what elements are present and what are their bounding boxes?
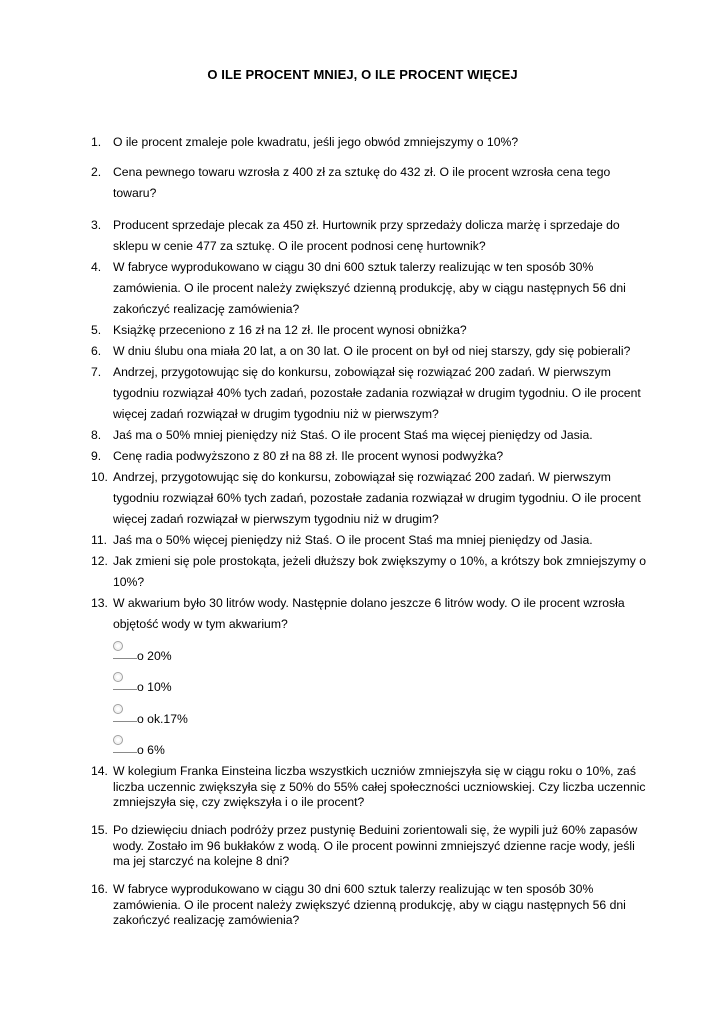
question-text: W dniu ślubu ona miała 20 lat, a on 30 lat. O ile procent on był od niej starszy, gdy się pobierali? — [113, 344, 631, 358]
question-16 — [91, 882, 651, 929]
question-text: Andrzej, przygotowując się do konkursu, zobowiązał się rozwiązać 200 zadań. W pierwszym tygodniu rozwiązał 60% tych zadań, pozostałe zadania rozwiązał w drugim tygodniu. O ile procent więcej zadań rozwiązał w pierwszym tygodniu niż w drugim? — [113, 470, 641, 526]
question-text: O ile procent zmaleje pole kwadratu, jeśli jego obwód zmniejszymy o 10%? — [113, 135, 519, 149]
answer-option-1[interactable] — [113, 641, 313, 663]
question-1 — [91, 132, 651, 153]
answer-option-3[interactable] — [113, 704, 313, 726]
question-8 — [91, 425, 651, 446]
option-label: o 10% — [137, 680, 172, 694]
answer-option-2[interactable] — [113, 672, 313, 694]
question-text: Książkę przeceniono z 16 zł na 12 zł. Ile procent wynosi obniżka? — [113, 323, 467, 337]
question-text: W fabryce wyprodukowano w ciągu 30 dni 600 sztuk talerzy realizując w ten sposób 30% zamówienia. O ile procent należy zwiększyć dzienną produkcję, aby w ciągu następnych 56 dni zakończyć realizację zamówienia? — [113, 882, 626, 927]
question-text: W fabryce wyprodukowano w ciągu 30 dni 600 sztuk talerzy realizując w ten sposób 30% zamówienia. O ile procent należy zwiększyć dzienną produkcję, aby w ciągu następnych 56 dni zakończyć realizację zamówienia? — [113, 260, 626, 316]
question-15 — [91, 823, 651, 870]
question-3 — [91, 215, 651, 257]
question-text: Cenę radia podwyższono z 80 zł na 88 zł. Ile procent wynosi podwyżka? — [113, 449, 504, 463]
question-11 — [91, 530, 651, 551]
question-number: 9. — [91, 449, 102, 463]
option-label: o ok.17% — [137, 712, 188, 726]
question-number: 2. — [91, 165, 102, 179]
page-title: O ILE PROCENT MNIEJ, O ILE PROCENT WIĘCEJ — [207, 67, 518, 82]
question-text: Jaś ma o 50% mniej pieniędzy niż Staś. O ile procent Staś ma więcej pieniędzy od Jasia. — [113, 428, 593, 442]
question-6 — [91, 341, 651, 362]
question-2 — [91, 162, 651, 204]
question-number: 6. — [91, 344, 102, 358]
question-number: 11. — [91, 533, 108, 547]
question-9 — [91, 446, 651, 467]
question-number: 5. — [91, 323, 102, 337]
question-number: 4. — [91, 260, 102, 274]
question-number: 8. — [91, 428, 102, 442]
answer-line — [113, 658, 137, 659]
radio-button[interactable] — [113, 735, 123, 745]
question-12 — [91, 551, 651, 593]
question-text: Cena pewnego towaru wzrosła z 400 zł za sztukę do 432 zł. O ile procent wzrosła cena tego towaru? — [113, 165, 611, 200]
radio-button[interactable] — [113, 704, 123, 714]
question-number: 3. — [91, 218, 102, 232]
question-number: 7. — [91, 365, 102, 379]
question-number: 16. — [91, 882, 108, 896]
option-label: o 6% — [137, 743, 165, 757]
question-text: Andrzej, przygotowując się do konkursu, zobowiązał się rozwiązać 200 zadań. W pierwszym tygodniu rozwiązał 40% tych zadań, pozostałe zadania rozwiązał w drugim tygodniu. O ile procent więcej zadań rozwiązał w drugim tygodniu niż w pierwszym? — [113, 365, 641, 421]
question-text: Po dziewięciu dniach podróży przez pustynię Beduini zorientowali się, że wypili już 60% zapasów wody. Zostało im 96 bukłaków z wodą. O ile procent powinni zmniejszyć dzienne racje wody, jeśli ma jej starczyć na kolejne 8 dni? — [113, 823, 638, 868]
question-number: 13. — [91, 596, 108, 610]
question-10 — [91, 467, 651, 530]
question-7 — [91, 362, 651, 425]
radio-button[interactable] — [113, 672, 123, 682]
answer-line — [113, 752, 137, 753]
radio-button[interactable] — [113, 641, 123, 651]
question-number: 12. — [91, 554, 108, 568]
question-number: 14. — [91, 764, 108, 778]
answer-line — [113, 689, 137, 690]
answer-line — [113, 721, 137, 722]
question-5 — [91, 320, 651, 341]
answer-option-4[interactable] — [113, 735, 313, 757]
question-text: Jaś ma o 50% więcej pieniędzy niż Staś. O ile procent Staś ma mniej pieniędzy od Jasia. — [113, 533, 593, 547]
question-4 — [91, 257, 651, 320]
question-text: Producent sprzedaje plecak za 450 zł. Hurtownik przy sprzedaży dolicza marżę i sprzedaje do sklepu w cenie 477 za sztukę. O ile procent podnosi cenę hurtownik? — [113, 218, 620, 253]
question-number: 10. — [91, 470, 108, 484]
question-number: 1. — [91, 135, 102, 149]
question-number: 15. — [91, 823, 108, 837]
question-text: Jak zmieni się pole prostokąta, jeżeli dłuższy bok zwiększymy o 10%, a krótszy bok zmniejszymy o 10%? — [113, 554, 647, 589]
option-label: o 20% — [137, 649, 172, 663]
question-text: W kolegium Franka Einsteina liczba wszystkich uczniów zmniejszyła się w ciągu roku o 10%, zaś liczba uczennic zwiększyła się z 50% do 55% całej społeczności uczniowskiej. Czy liczba uczennic zmniejszyła się, czy zwiększyła i o ile procent? — [113, 764, 646, 809]
question-13 — [91, 593, 651, 635]
question-14 — [91, 764, 651, 811]
question-text: W akwarium było 30 litrów wody. Następnie dolano jeszcze 6 litrów wody. O ile procent wzrosła objętość wody w tym akwarium? — [113, 596, 625, 631]
